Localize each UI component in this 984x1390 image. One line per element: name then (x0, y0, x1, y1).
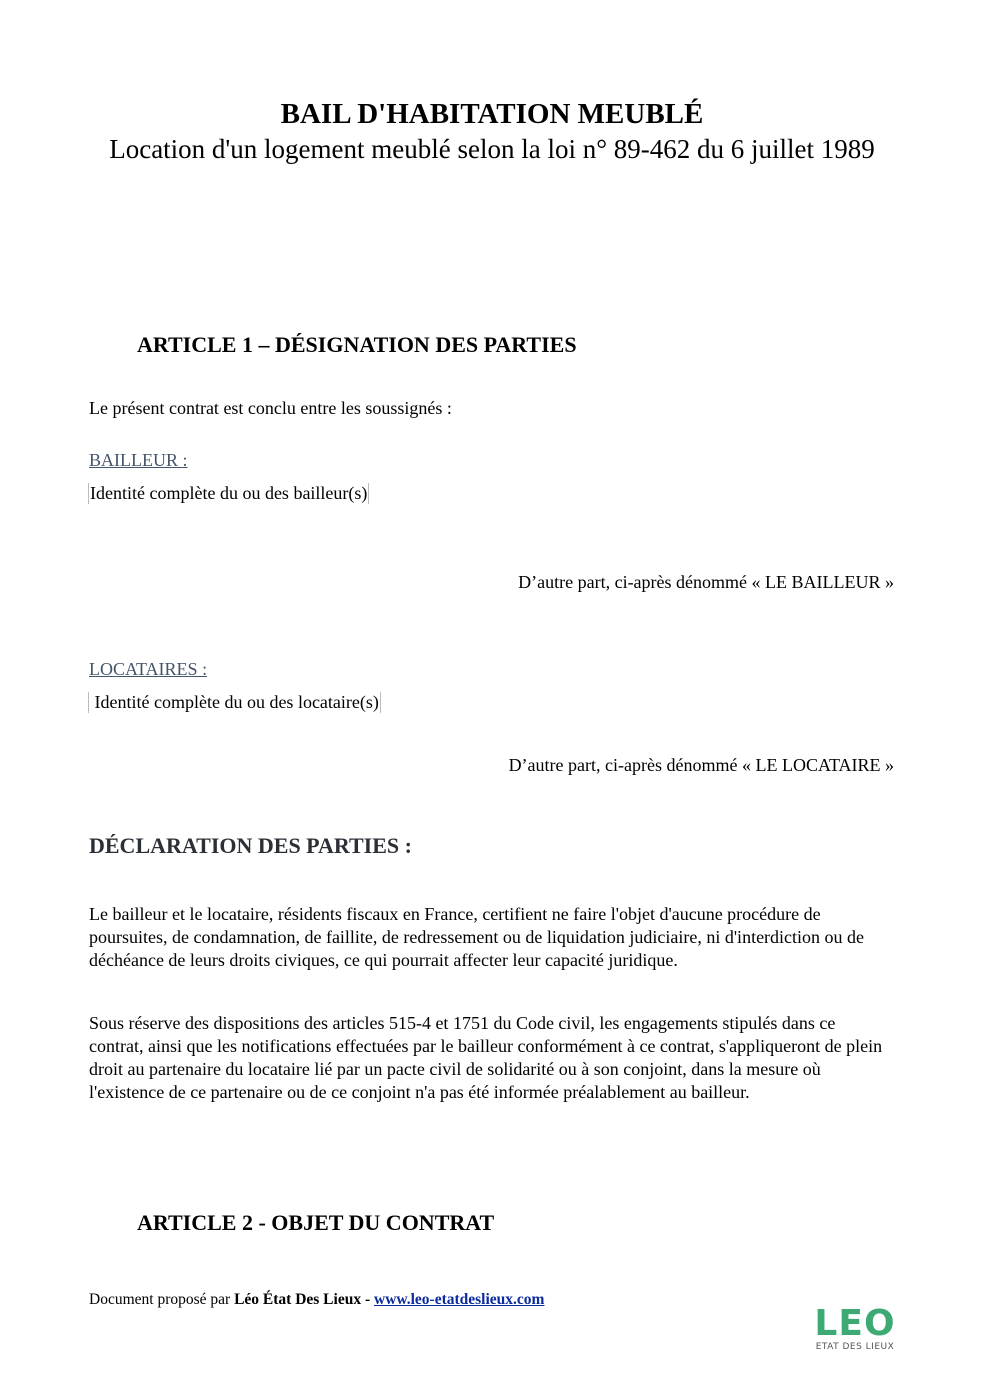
document-title: BAIL D'HABITATION MEUBLÉ (280, 98, 704, 130)
declaration-heading: DÉCLARATION DES PARTIES : (89, 833, 412, 858)
locataires-label: LOCATAIRES : (89, 659, 208, 679)
article-1-heading: ARTICLE 1 – DÉSIGNATION DES PARTIES (137, 332, 577, 357)
logo-tagline: ETAT DES LIEUX (815, 1342, 895, 1352)
footer-prefix: Document proposé par (89, 1291, 235, 1308)
bailleur-identity-field[interactable]: Identité complète du ou des bailleur(s) (90, 483, 368, 503)
declaration-paragraph-1: Le bailleur et le locataire, résidents fiscaux en France, certifient ne faire l'objet d'aucune procédure de poursuites, de condamnation, de faillite, de redressement ou de liquidation judiciaire, ni d'interdiction ou de déchéance de leurs droits civiques, ce qui pourrait affecter leur capacité juridique. (89, 904, 865, 970)
parties-intro: Le présent contrat est conclu entre les soussignés : (89, 398, 452, 418)
leo-logo (812, 1303, 898, 1352)
footer-website-link[interactable]: www.leo-etatdeslieux.com (374, 1291, 545, 1308)
footer-separator: - (361, 1291, 374, 1308)
bailleur-designation: D’autre part, ci-après dénommé « LE BAILLEUR » (518, 572, 894, 592)
declaration-paragraph-2: Sous réserve des dispositions des articles 515-4 et 1751 du Code civil, les engagements stipulés dans ce contrat, ainsi que les notifications effectuées par le bailleur conformément à ce contrat, s'appliqueront de plein droit au partenaire du locataire lié par un pacte civil de solidarité ou à son conjoint, dans la mesure où l'existence de ce partenaire ou de ce conjoint n'a pas été informée préalablement au bailleur. (89, 1013, 883, 1102)
footer-brand: Léo État Des Lieux (234, 1291, 362, 1308)
footer (89, 1291, 544, 1309)
locataire-designation: D’autre part, ci-après dénommé « LE LOCATAIRE » (508, 755, 894, 775)
locataires-identity-field[interactable]: Identité complète du ou des locataire(s) (90, 692, 379, 712)
bailleur-label: BAILLEUR : (89, 450, 188, 470)
logo-main: LEO (814, 1303, 896, 1344)
document-subtitle: Location d'un logement meublé selon la loi n° 89-462 du 6 juillet 1989 (109, 134, 875, 164)
article-2-heading: ARTICLE 2 - OBJET DU CONTRAT (137, 1210, 495, 1235)
